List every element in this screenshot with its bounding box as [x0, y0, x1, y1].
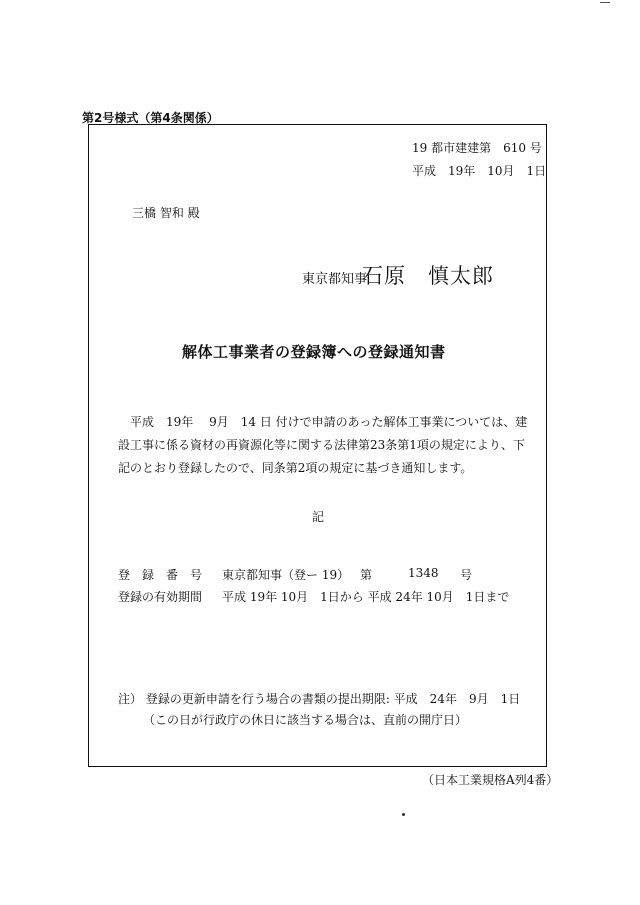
document-date: 平成 19年 10月 1日 — [412, 164, 547, 178]
registration-number-label: 登 録 番 号 — [118, 568, 203, 582]
note-line-1: 注） 登録の更新申請を行う場合の書類の提出期限: 平成 24年 9月 1日 — [118, 692, 521, 706]
addressee: 三橋 智和 殿 — [132, 206, 200, 220]
registration-number-suffix: 号 — [460, 568, 473, 582]
issuer-role: 東京都知事 — [302, 272, 368, 287]
scan-speck — [600, 2, 610, 3]
document-number: 19 都市建建第 610 号 — [412, 141, 542, 155]
note-line-2: （この日が行政庁の休日に該当する場合は、直前の開庁日） — [143, 713, 468, 727]
validity-period-label: 登録の有効期間 — [118, 590, 203, 604]
registration-number-value: 1348 — [408, 566, 439, 580]
document-title: 解体工事業者の登録簿への登録通知書 — [182, 343, 446, 361]
ki-heading: 記 — [312, 510, 325, 524]
form-label: 第2号様式（第4条関係） — [82, 111, 219, 125]
registration-number-prefix: 東京都知事（登ー 19） — [222, 568, 350, 582]
body-paragraph — [118, 411, 530, 480]
registration-number-dai: 第 — [360, 568, 373, 582]
jis-size-note: （日本工業規格A列4番） — [422, 773, 559, 787]
validity-period-value: 平成 19年 10月 1日から 平成 24年 10月 1日まで — [222, 590, 510, 604]
scan-speck — [402, 813, 405, 816]
body-text: 平成 19年 9月 14 日 付けで申請のあった解体工事業については、建設工事に係る資材の再資源化等に関する法律第23条第1項の規定により、下記のとおり登録したので、同条第2項の規定に基づき通知します。 — [118, 415, 528, 475]
issuer-name: 石原 慎太郎 — [362, 264, 494, 288]
